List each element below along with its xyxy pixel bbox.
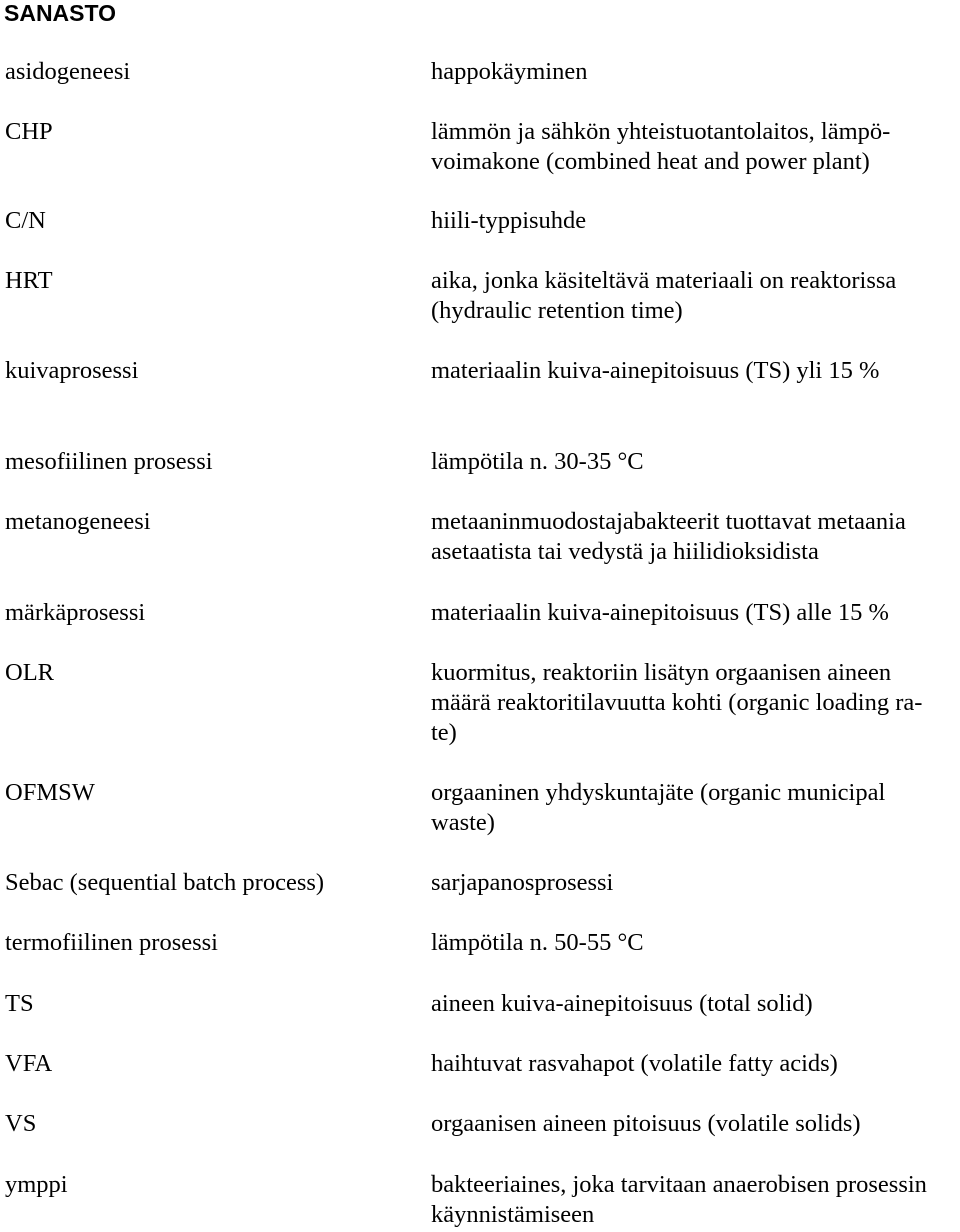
glossary-definition [431,1049,959,1079]
glossary-definition [431,868,959,898]
definition-line: kuormitus, reaktoriin lisätyn orgaanisen aineen [431,659,892,686]
definition-line: aineen kuiva-ainepitoisuus (total solid) [431,990,813,1017]
glossary-term: VFA [5,1050,53,1077]
glossary-definition [431,117,959,177]
glossary-term: metanogeneesi [5,508,151,535]
glossary-term: HRT [5,267,53,294]
glossary-definition [431,57,959,87]
glossary-definition [431,989,959,1019]
glossary-definition [431,1109,959,1139]
definition-line: aika, jonka käsiteltävä materiaali on reaktorissa [431,267,897,294]
glossary-definition [431,206,959,236]
definition-line: (hydraulic retention time) [431,297,683,324]
page-title: SANASTO [4,0,117,26]
glossary-term: märkäprosessi [5,599,146,626]
glossary-term: mesofiilinen prosessi [5,448,213,475]
definition-line: lämmön ja sähkön yhteistuotantolaitos, lämpö- [431,118,891,145]
definition-line: metaaninmuodostajabakteerit tuottavat metaania [431,508,906,535]
glossary-term: OLR [5,659,54,686]
definition-line: te) [431,719,457,746]
glossary-term: TS [5,990,34,1017]
glossary-term: OFMSW [5,779,95,806]
definition-line: asetaatista tai vedystä ja hiilidioksidista [431,538,819,565]
definition-line: hiili-typpisuhde [431,207,587,234]
definition-line: lämpötila n. 50-55 °C [431,929,644,956]
glossary-definition [431,928,959,958]
definition-line: happokäyminen [431,58,588,85]
glossary-definition [431,447,959,477]
glossary-definition [431,1170,959,1230]
glossary-definition [431,356,959,386]
definition-line: lämpötila n. 30-35 °C [431,448,644,475]
definition-line: materiaalin kuiva-ainepitoisuus (TS) alle 15 % [431,599,889,626]
glossary-definition [431,507,959,567]
glossary-term: Sebac (sequential batch process) [5,869,325,896]
definition-line: voimakone (combined heat and power plant) [431,148,870,175]
definition-line: materiaalin kuiva-ainepitoisuus (TS) yli 15 % [431,357,880,384]
glossary-definition [431,778,959,838]
definition-line: haihtuvat rasvahapot (volatile fatty acids) [431,1050,838,1077]
glossary-definition [431,598,959,628]
definition-line: sarjapanosprosessi [431,869,614,896]
glossary-term: ymppi [5,1171,68,1198]
definition-line: käynnistämiseen [431,1201,595,1228]
glossary-term: VS [5,1110,37,1137]
glossary-term: C/N [5,207,46,234]
definition-line: bakteeriaines, joka tarvitaan anaerobisen prosessin [431,1171,927,1198]
definition-line: orgaanisen aineen pitoisuus (volatile solids) [431,1110,861,1137]
definition-line: waste) [431,809,495,836]
glossary-term: CHP [5,118,53,145]
glossary-definition [431,658,959,748]
definition-line: orgaaninen yhdyskuntajäte (organic municipal [431,779,886,806]
glossary-term: termofiilinen prosessi [5,929,218,956]
glossary-term: asidogeneesi [5,58,131,85]
glossary-term: kuivaprosessi [5,357,139,384]
glossary-definition [431,266,959,326]
definition-line: määrä reaktoritilavuutta kohti (organic loading ra- [431,689,923,716]
